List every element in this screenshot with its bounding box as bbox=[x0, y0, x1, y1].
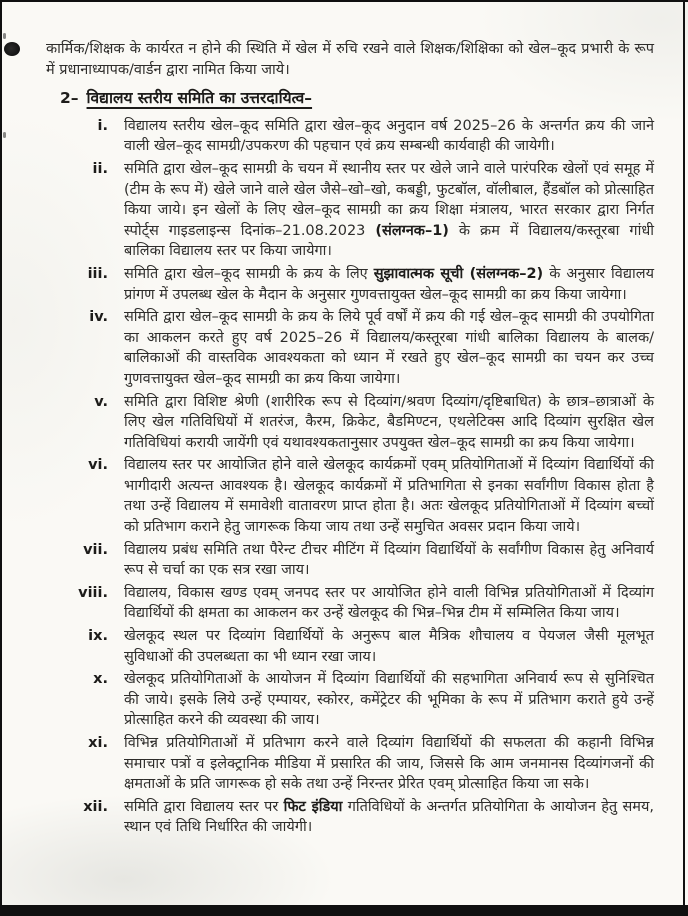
item-text bbox=[124, 264, 654, 305]
item-text bbox=[124, 797, 654, 838]
emphasized-text: फिट इंडिया bbox=[283, 798, 343, 815]
document-content bbox=[46, 39, 654, 840]
list-item bbox=[46, 733, 654, 795]
item-text bbox=[124, 733, 654, 795]
scan-border-top bbox=[0, 0, 688, 2]
scan-border-bottom bbox=[0, 905, 688, 916]
body-text: खेलकूद प्रतियोगिताओं के आयोजन में दिव्यांग विद्यार्थियों की सहभागिता अनिवार्य रूप से सुनिश्चित की जाये। इसके लिये उन्हें एम्पायर, स्कोरर, कमेंट्रेटर की भूमिका के रूप में प्रतिभाग कराते हुये उन्हें प्रोत्साहित करने की व्यवस्था की जाय। bbox=[124, 671, 654, 729]
list-item bbox=[46, 307, 654, 389]
body-text: समिति द्वारा खेल–कूद सामग्री के क्रय के लिये पूर्व वर्षों में क्रय की गई खेल–कूद सामग्री की उपयोगिता का आकलन करते हुए वर्ष 2025–26 में विद्यालय/कस्तूरबा गांधी बालिका विद्यालय के बालक/बालिकाओं की वास्तविक आवश्यकता को ध्यान में रखते हुए खेल–कूद सामग्री का चयन कर उच्च गुणवत्तायुक्त खेल–कूद सामग्री का क्रय किया जायेगा। bbox=[124, 309, 654, 387]
scan-speck bbox=[3, 33, 6, 39]
body-text: विद्यालय प्रबंध समिति तथा पैरेन्ट टीचर मीटिंग में दिव्यांग विद्यार्थियों के सर्वांगीण विकास हेतु अनिवार्य रूप से चर्चा का एक सत्र रखा जाय। bbox=[124, 541, 654, 579]
item-number: xii. bbox=[83, 798, 108, 815]
item-text bbox=[124, 669, 654, 731]
list-item bbox=[46, 264, 654, 305]
item-number: x. bbox=[93, 671, 108, 688]
item-number: iv. bbox=[89, 309, 108, 326]
list-item bbox=[46, 583, 654, 624]
body-text: समिति द्वारा विशिष्ट श्रेणी (शारीरिक रूप से दिव्यांग/श्रवण दिव्यांग/दृष्टिबाधित) के छात्र–छात्राओं के लिए खेल गतिविधियों में शतरंज, कैरम, क्रिकेट, बैडमिण्टन, एथलेटिक्स आदि दिव्यांग सुरक्षित खेल गतिविधियां करायी जायेंगी एवं यथावश्यकतानुसार उपयुक्त खेल–कूद सामग्री का क्रय किया जायेगा। bbox=[124, 393, 654, 451]
body-text: विद्यालय, विकास खण्ड एवम् जनपद स्तर पर आयोजित होने वाली विभिन्न प्रतियोगिताओं में दिव्यांग विद्यार्थियों की क्षमता का आकलन कर उन्हें खेलकूद की भिन्न–भिन्न टीम में सम्मिलित किया जाय। bbox=[124, 584, 654, 622]
emphasized-text: सुझावात्मक सूची (संलग्नक–2) bbox=[373, 265, 544, 282]
list-item bbox=[46, 669, 654, 731]
scan-speck bbox=[3, 132, 6, 138]
body-text: विद्यालय स्तर पर आयोजित होने वाले खेलकूद कार्यक्रमों एवम् प्रतियोगिताओं में दिव्यांग विद्यार्थियों की भागीदारी अत्यन्त आवश्यक है। खेलकूद कार्यक्रमों में प्रतिभागिता से इनका सर्वांगीण विकास होता है तथा उन्हें विद्यालय में समावेशी वातावरण प्राप्त होता है। अतः खेलकूद प्रतियोगिताओं में दिव्यांग बच्चों को प्रतिभाग कराने हेतु जागरूक किया जाय तथा उन्हें समुचित अवसर प्रदान किया जाये। bbox=[124, 457, 654, 536]
item-text bbox=[124, 540, 654, 581]
list-item bbox=[46, 540, 654, 581]
intro-paragraph: कार्मिक/शिक्षक के कार्यरत न होने की स्थिति में खेल में रुचि रखने वाले शिक्षक/शिक्षिका को खेल–कूद प्रभारी के रूप में प्रधानाध्यापक/वार्डन द्वारा नामित किया जाये। bbox=[46, 41, 654, 78]
item-text bbox=[124, 626, 654, 667]
body-text: विद्यालय स्तरीय खेल–कूद समिति द्वारा खेल–कूद अनुदान वर्ष 2025–26 के अन्तर्गत क्रय की जाने वाली खेल–कूद सामग्री/उपकरण की पहचान एवं क्रय सम्बन्धी कार्यवाही की जायेगी। bbox=[124, 117, 654, 155]
item-text bbox=[124, 159, 654, 262]
body-text: गतिविधियों के अन्तर्गत प्रतियोगिता के आयोजन हेतु समय, स्थान एवं तिथि निर्धारित की जायेगी। bbox=[124, 798, 654, 836]
scan-border-left bbox=[0, 0, 2, 916]
item-number: ix. bbox=[88, 628, 108, 645]
section-number: 2– bbox=[60, 89, 79, 108]
body-text: खेलकूद स्थल पर दिव्यांग विद्यार्थियों के अनुरूप बाल मैत्रिक शौचालय व पेयजल जैसी मूलभूत सुविधाओं की उपलब्धता का भी ध्यान रखा जाय। bbox=[124, 628, 654, 665]
body-text: समिति द्वारा खेल–कूद सामग्री के क्रय के लिए bbox=[124, 265, 374, 282]
body-text: के अनुसार विद्यालय प्रांगण में उपलब्ध खेल के मैदान के अनुसार गुणवत्तायुक्त खेल–कूद सामग्री का क्रय किया जायेगा। bbox=[124, 265, 654, 303]
item-number: xi. bbox=[88, 735, 108, 751]
emphasized-text: (संलग्नक–1) bbox=[375, 222, 449, 239]
list-item bbox=[46, 797, 654, 838]
list-item bbox=[46, 159, 654, 262]
item-text bbox=[124, 583, 654, 624]
body-text: समिति द्वारा विद्यालय स्तर पर bbox=[124, 798, 284, 815]
body-text: समिति द्वारा खेल–कूद सामग्री के चयन में स्थानीय स्तर पर खेले जाने वाले पारंपरिक खेलों एवं समूह में (टीम के रूप में) खेले जाने वाले खेल जैसे–खो–खो, कबड्डी, फुटबॉल, वॉलीबाल, हैंडबॉल को प्रोत्साहित किया जाये। इन खेलों के लिए खेल–कूद सामग्री का क्रय शिक्षा मंत्रालय, भारत सरकार द्वारा निर्गत स्पोर्ट्स गाइडलाइन्स दिनांक–21.08.2023 bbox=[124, 160, 654, 239]
list-item bbox=[46, 116, 654, 157]
body-text: विभिन्न प्रतियोगिताओं में प्रतिभाग करने वाले दिव्यांग विद्यार्थियों की सफलता की कहानी विभिन्न समाचार पत्रों व इलेक्ट्रानिक मीडिया में प्रसारित की जाय, जिससे कि आम जनमानस दिव्यांगजनों की क्षमताओं के प्रति जागरूक हो सके तथा उन्हें निरन्तर प्रेरित एवम् प्रोत्साहित किया जा सके। bbox=[124, 735, 654, 793]
duties-list bbox=[46, 116, 654, 838]
item-number: i. bbox=[97, 117, 108, 134]
section-title: विद्यालय स्तरीय समिति का उत्तरदायित्व– bbox=[86, 89, 313, 108]
scan-border-right bbox=[683, 0, 685, 916]
body-text: के क्रम में विद्यालय/कस्तूरबा गांधी बालिका विद्यालय स्तर पर किया जायेगा। bbox=[124, 222, 655, 260]
item-text bbox=[124, 307, 654, 389]
punch-hole-dot bbox=[4, 42, 20, 56]
list-item bbox=[46, 392, 654, 454]
list-item bbox=[46, 455, 654, 537]
item-number: viii. bbox=[78, 584, 108, 601]
list-item bbox=[46, 626, 654, 667]
item-number: vii. bbox=[83, 541, 108, 558]
item-number: vi. bbox=[88, 457, 108, 474]
section-heading bbox=[60, 88, 654, 109]
item-text bbox=[124, 116, 654, 157]
item-number: iii. bbox=[87, 265, 108, 282]
item-number: v. bbox=[94, 393, 108, 410]
item-text bbox=[124, 392, 654, 454]
item-text bbox=[124, 455, 654, 537]
item-number: ii. bbox=[92, 160, 108, 177]
